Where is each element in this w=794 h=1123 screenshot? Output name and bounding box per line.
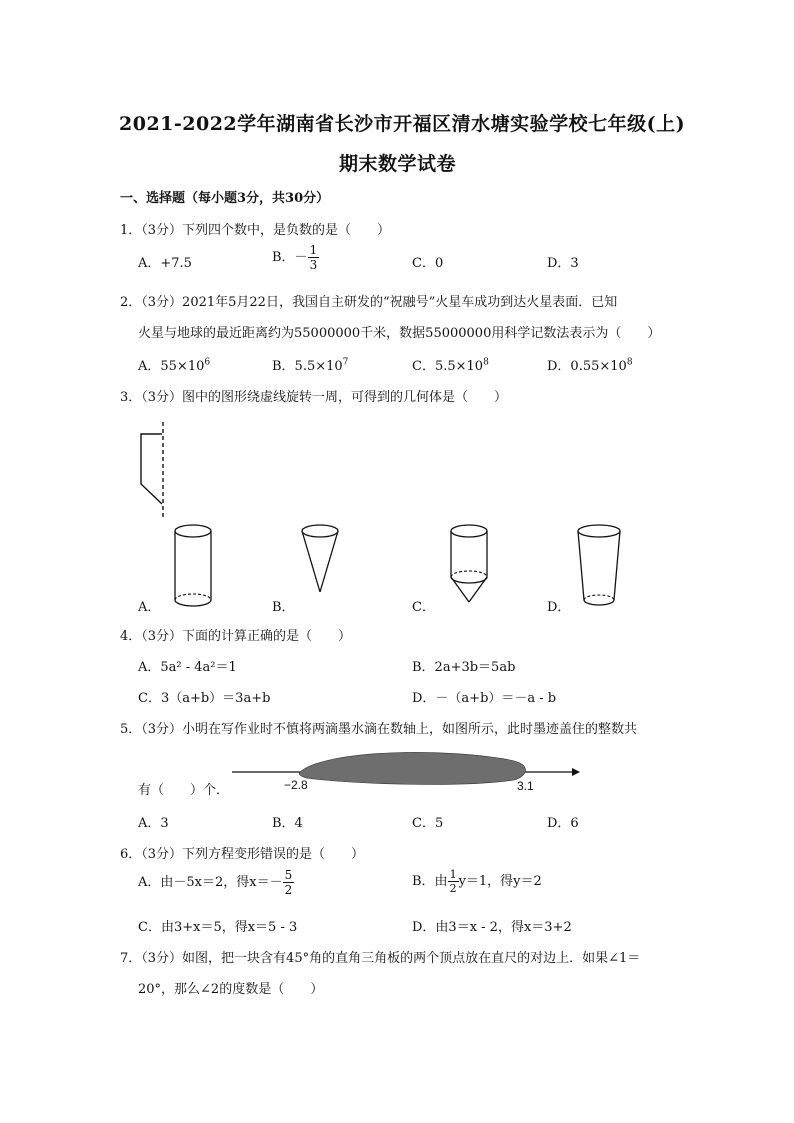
q6-option-a: A．由－5x＝2，得x＝－ $\frac{5}{2}$ xyxy=(138,868,293,897)
q6-option-c: C．由3+x＝5，得x＝5 - 3 xyxy=(138,920,298,935)
q4-option-d: D．－（a+b）＝－a - b xyxy=(412,691,557,706)
q5-right-label: 3.1 xyxy=(517,779,534,793)
q6-option-b: B．由 $\frac{1}{2}$ y＝1，得y＝2 xyxy=(412,868,542,895)
question-6-stem: 6．（3分）下列方程变形错误的是（ ） xyxy=(120,847,365,862)
exam-title-line2: 期末数学试卷 xyxy=(339,153,457,175)
q6-option-d: D．由3＝x - 2，得x＝3+2 xyxy=(412,920,572,935)
q4-option-a: A．5a² - 4a²＝1 xyxy=(138,660,237,675)
q1-option-b xyxy=(272,244,319,271)
q6-option-b-fraction: $\frac{1}{2}$ xyxy=(449,868,457,895)
q6-option-a-fraction: $\frac{5}{2}$ xyxy=(284,868,293,897)
q1-option-b-label: B．－ xyxy=(272,250,308,265)
ink-blot xyxy=(299,752,525,784)
q1-option-c: C．0 xyxy=(412,256,444,271)
q3-option-c-cylinder-cone-shape xyxy=(443,522,499,608)
q4-option-b: B．2a+3b＝5ab xyxy=(412,660,516,675)
question-5-stem-line2: 有（ ）个． xyxy=(138,783,230,798)
q3-option-a: A． xyxy=(138,600,161,615)
q2-option-c: C．$5.5\times 10^8$ xyxy=(412,357,489,374)
q1-option-d: D．3 xyxy=(547,256,579,271)
question-2-stem-line2: 火星与地球的最近距离约为55000000千米，数据55000000用科学记数法表示为（ ） xyxy=(138,326,661,341)
q2-option-a: A．$55\times 10^6$ xyxy=(138,357,211,374)
q3-option-b: B． xyxy=(272,600,295,615)
q1-option-a: A．+7.5 xyxy=(138,256,192,271)
q3-option-a-cylinder-shape xyxy=(168,522,218,610)
q5-option-c: C．5 xyxy=(412,816,444,831)
question-3-stem: 3．（3分）图中的图形绕虚线旋转一周，可得到的几何体是（ ） xyxy=(120,390,508,405)
question-1-stem: 1．（3分）下列四个数中，是负数的是（ ） xyxy=(120,223,391,238)
q1-option-b-fraction: $\frac{1}{3}$ xyxy=(309,243,318,272)
exam-title-line1: 2021-2022学年湖南省长沙市开福区清水塘实验学校七年级(上) xyxy=(119,113,686,135)
section-choice-header: 一、选择题（每小题3分，共30分） xyxy=(120,191,330,206)
q3-option-d-frustum-shape xyxy=(574,522,626,610)
q2-option-b: B．$5.5\times 10^7$ xyxy=(272,357,349,374)
q5-left-label: −2.8 xyxy=(284,778,308,792)
q2-option-d: D．$0.55\times 10^8$ xyxy=(547,357,633,374)
q3-option-b-cone-shape xyxy=(296,522,346,594)
q3-option-c: C． xyxy=(412,600,435,615)
q5-option-b: B．4 xyxy=(272,816,303,831)
question-7-stem-line2: 20°，那么∠2的度数是（ ） xyxy=(138,982,324,997)
q5-option-d: D．6 xyxy=(547,816,579,831)
question-4-stem: 4．（3分）下面的计算正确的是（ ） xyxy=(120,629,352,644)
q4-option-c: C．3（a+b）＝3a+b xyxy=(138,691,271,706)
question-2-stem-line1: 2．（3分）2021年5月22日，我国自主研发的“祝融号”火星车成功到达火星表面．已知 xyxy=(120,295,618,310)
q3-option-d: D． xyxy=(547,600,571,615)
question-7-stem-line1: 7．（3分）如图，把一块含有45°角的直角三角板的两个顶点放在直尺的对边上．如果∠1＝ xyxy=(120,951,641,966)
q5-option-a: A．3 xyxy=(138,816,169,831)
question-5-stem: 5．（3分）小明在写作业时不慎将两滴墨水滴在数轴上，如图所示，此时墨迹盖住的整数共 xyxy=(120,722,638,737)
q3-rotation-figure xyxy=(130,420,180,520)
